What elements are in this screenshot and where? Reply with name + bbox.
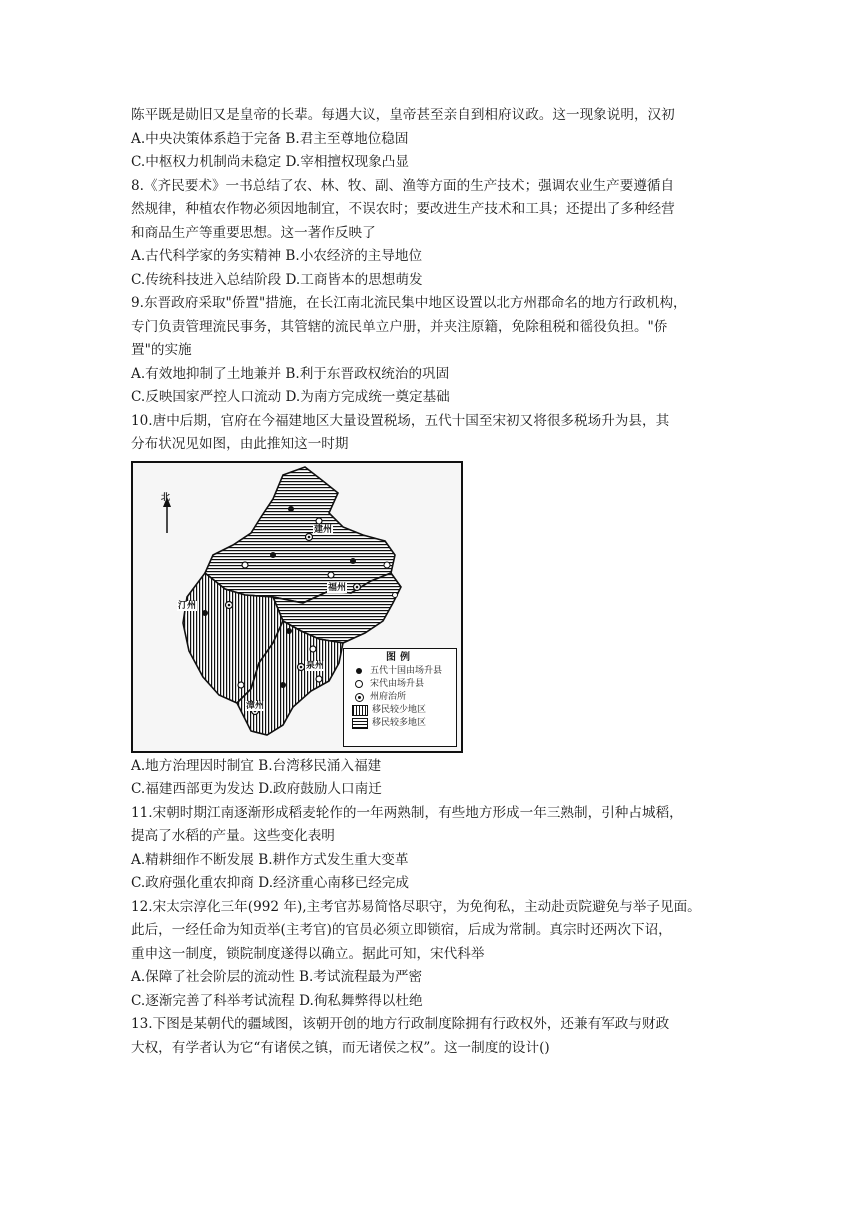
vertical-stripe-swatch-icon — [352, 705, 368, 716]
map-label-quanzhou: 泉州 — [306, 660, 325, 671]
text-block-top — [131, 104, 741, 457]
text-line: A.古代科学家的务实精神 B.小农经济的主导地位 — [131, 248, 423, 264]
legend-row — [344, 704, 456, 717]
horizontal-stripe-swatch-icon — [352, 718, 368, 729]
text-line: A.有效地抑制了土地兼并 B.利于东晋政权统治的巩固 — [131, 365, 450, 382]
ring-dot-icon — [355, 693, 364, 702]
legend-label: 移民较少地区 — [372, 705, 427, 715]
legend-title: 图例 — [386, 651, 414, 663]
text-line: 此后，一经任命为知贡举(主考官)的官员必须立即锁宿，后成为常制。真宗时还两次下诏， — [131, 922, 672, 938]
text-line: 置"的实施 — [131, 342, 192, 358]
legend-label: 州府治所 — [370, 692, 407, 702]
open-dot-icon — [355, 680, 363, 688]
region-north — [205, 467, 395, 603]
text-line: A.精耕细作不断发展 B.耕作方式发生重大变革 — [131, 851, 409, 868]
text-line: C.传统科技进入总结阶段 D.工商皆本的思想萌发 — [131, 271, 423, 288]
text-line: 分布状况见如图，由此推知这一时期 — [131, 436, 349, 452]
text-line: C.政府强化重农抑商 D.经济重心南移已经完成 — [131, 875, 409, 891]
text-line: 和商品生产等重要思想。这一著作反映了 — [131, 224, 376, 241]
text-line: 13.下图是某朝代的疆域图，该朝开创的地方行政制度除拥有行政权外，还兼有军政与财政 — [131, 1016, 670, 1032]
legend-row — [344, 691, 456, 704]
text-line: 然规律，种植农作物必须因地制宜，不误农时；要改进生产技术和工具；还提出了多种经营 — [131, 201, 675, 217]
legend-label: 宋代由场升县 — [370, 679, 425, 689]
text-line: 专门负责管理流民事务，其管辖的流民单立户册，并夹注原籍，免除租税和徭役负担。"侨 — [131, 318, 668, 335]
text-line: 8.《齐民要术》一书总结了农、林、牧、副、渔等方面的生产技术；强调农业生产要遵循自 — [131, 177, 675, 194]
text-line: 提高了水稻的产量。这些变化表明 — [131, 828, 335, 844]
map-label-zhangzhou: 漳州 — [246, 700, 265, 711]
text-line: 重申这一制度，锁院制度遂得以确立。据此可知，宋代科举 — [131, 945, 485, 962]
legend-label: 五代十国由场升县 — [370, 666, 443, 676]
legend-label: 移民较多地区 — [372, 718, 427, 728]
text-line: 10.唐中后期，官府在今福建地区大量设置税场，五代十国至宋初又将很多税场升为县，其 — [131, 412, 670, 429]
map-legend — [343, 648, 457, 747]
map-label-tingzhou: 汀州 — [178, 600, 197, 611]
legend-row — [344, 665, 456, 678]
text-line: A.地方治理因时制宜 B.台湾移民涌入福建 — [131, 757, 382, 774]
fujian-map-figure — [131, 461, 463, 753]
map-label-fuzhou: 福州 — [328, 582, 347, 593]
legend-row — [344, 717, 456, 730]
text-line: 大权，有学者认为它“有诸侯之镇，而无诸侯之权”。这一制度的设计() — [131, 1039, 550, 1056]
legend-row — [344, 678, 456, 691]
filled-dot-icon — [356, 668, 362, 674]
text-line: 11.宋朝时期江南逐渐形成稻麦轮作的一年两熟制，有些地方形成一年三熟制，引种占城稻， — [131, 804, 683, 821]
text-line: 陈平既是勋旧又是皇帝的长辈。每遇大议，皇帝甚至亲自到相府议政。这一现象说明，汉初 — [131, 107, 675, 123]
text-line: A.保障了社会阶层的流动性 B.考试流程最为严密 — [131, 969, 423, 985]
north-label: 北 — [161, 492, 171, 503]
text-line: 12.宋太宗淳化三年(992 年),主考官苏易简恪尽职守，为免徇私，主动赴贡院避免与举子见面。 — [131, 898, 701, 915]
text-block-bottom — [131, 755, 741, 1061]
text-line: C.反映国家严控人口流动 D.为南方完成统一奠定基础 — [131, 389, 450, 405]
text-line: 9.东晋政府采取"侨置"措施，在长江南北流民集中地区设置以北方州郡命名的地方行政机构， — [131, 295, 687, 311]
document-page — [131, 104, 741, 1060]
text-line: C.福建西部更为发达 D.政府鼓励人口南迁 — [131, 781, 382, 797]
text-line: A.中央决策体系趋于完备 B.君主至尊地位稳固 — [131, 130, 409, 147]
text-line: C.中枢权力机制尚未稳定 D.宰相擅权现象凸显 — [131, 154, 409, 170]
text-line: C.逐渐完善了科举考试流程 D.徇私舞弊得以杜绝 — [131, 992, 423, 1009]
map-label-jianzhou: 建州 — [314, 524, 333, 535]
